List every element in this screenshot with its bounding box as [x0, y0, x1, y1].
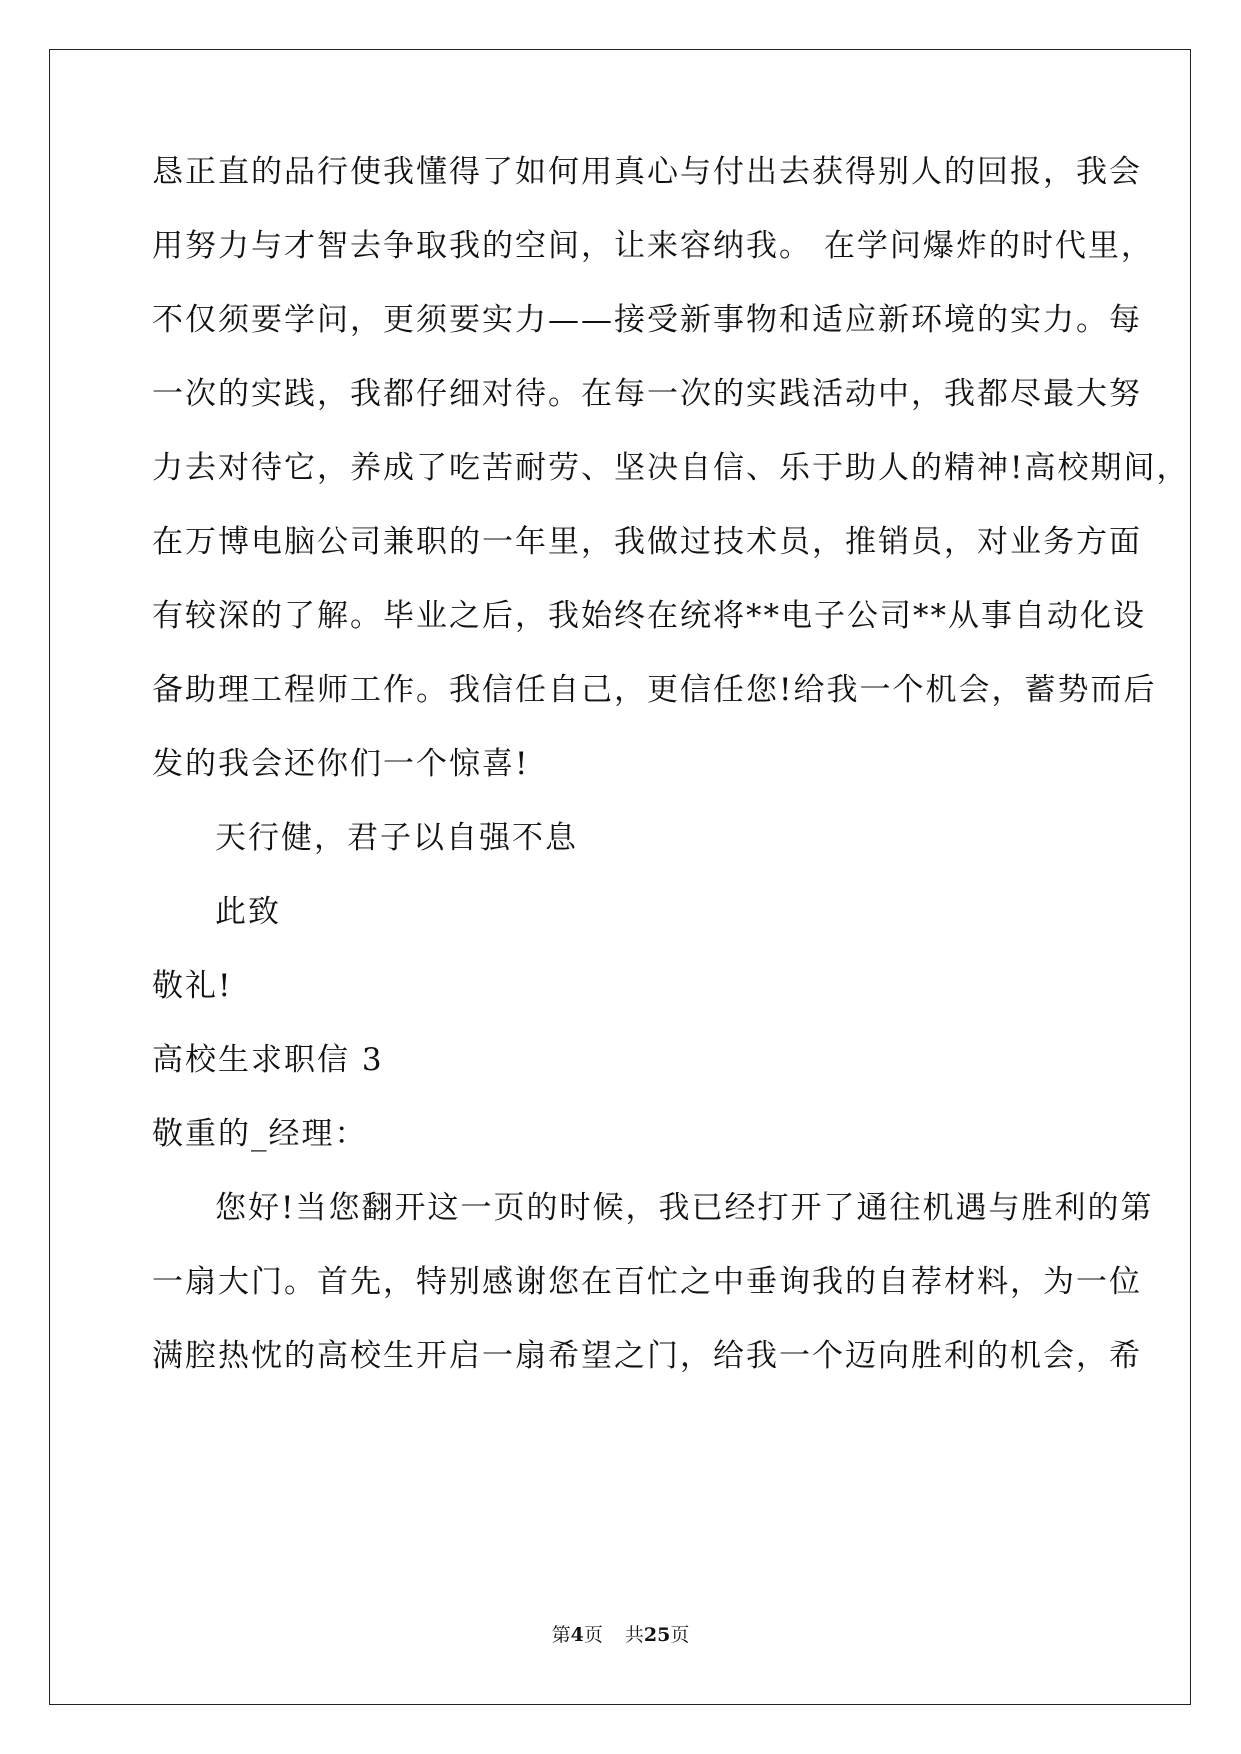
body-line: 用努力与才智去争取我的空间，让来容纳我。 在学问爆炸的时代里，: [152, 228, 1154, 264]
section-title: 高校生求职信 3: [152, 1042, 384, 1078]
page-label-prefix: 第: [551, 1624, 571, 1646]
motto-line: 天行健，君子以自强不息: [215, 820, 578, 856]
body-line: 不仅须要学问，更须要实力——接受新事物和适应新环境的实力。每: [152, 302, 1142, 338]
body-line: 备助理工程师工作。我信任自己，更信任您!给我一个机会，蓄势而后: [152, 672, 1157, 708]
salutation-line: 敬礼!: [152, 968, 233, 1004]
body-line: 力去对待它，养成了吃苦耐劳、坚决自信、乐于助人的精神!高校期间，: [152, 450, 1190, 486]
page-footer: [0, 1623, 1241, 1647]
body-line: 一次的实践，我都仔细对待。在每一次的实践活动中，我都尽最大努: [152, 376, 1142, 412]
body-line: 满腔热忱的高校生开启一扇希望之门，给我一个迈向胜利的机会，希: [152, 1338, 1142, 1374]
closing-line: 此致: [215, 894, 281, 930]
body-line: 在万博电脑公司兼职的一年里，我做过技术员，推销员，对业务方面: [152, 524, 1142, 560]
page-label-suffix: 页: [583, 1624, 603, 1646]
greeting-line: 敬重的_经理：: [152, 1116, 368, 1152]
body-line: 您好!当您翻开这一页的时候，我已经打开了通往机遇与胜利的第: [215, 1190, 1154, 1226]
page-number: 4: [570, 1624, 584, 1646]
total-pages: 25: [643, 1624, 671, 1646]
total-label-suffix: 页: [670, 1624, 690, 1646]
body-line: 恳正直的品行使我懂得了如何用真心与付出去获得别人的回报，我会: [152, 154, 1142, 190]
page-border: [49, 49, 1191, 1705]
total-label-prefix: 共: [624, 1624, 644, 1646]
body-line: 一扇大门。首先，特别感谢您在百忙之中垂询我的自荐材料，为一位: [152, 1264, 1142, 1300]
body-line: 发的我会还你们一个惊喜!: [152, 746, 530, 782]
body-line: 有较深的了解。毕业之后，我始终在统将**电子公司**从事自动化设: [152, 598, 1146, 634]
